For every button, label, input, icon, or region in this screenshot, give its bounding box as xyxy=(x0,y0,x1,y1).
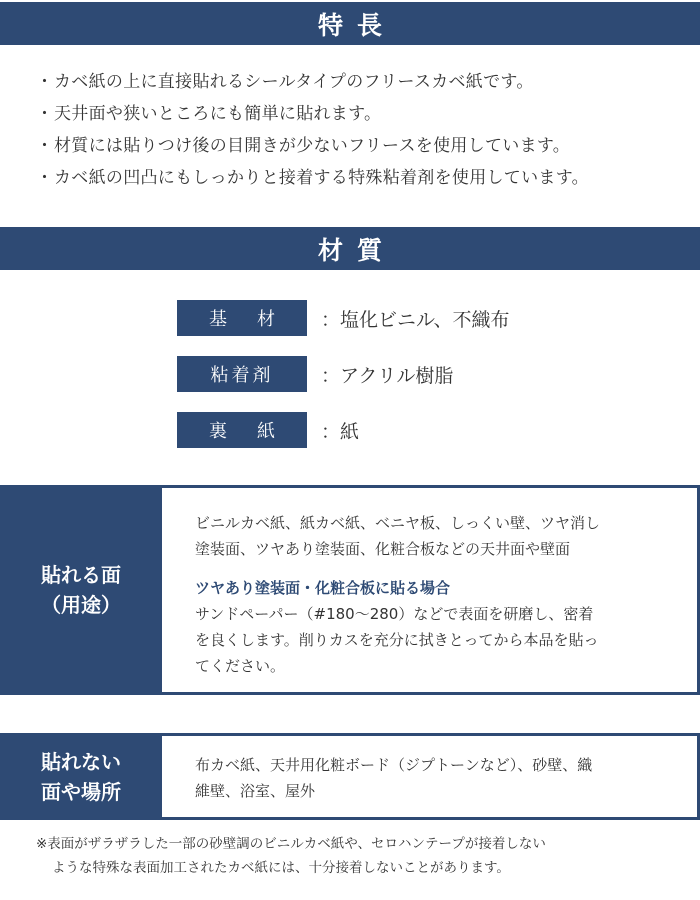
applicable-surfaces-title xyxy=(0,485,162,695)
material-heading: 材質 xyxy=(0,227,700,270)
footnote xyxy=(36,832,546,880)
bullet: ・ xyxy=(36,168,54,188)
surfaces-paragraph xyxy=(195,601,599,679)
title-line: （用途） xyxy=(41,593,121,617)
applicable-surfaces-body xyxy=(162,488,697,692)
text-line: ビニルカベ紙、紙カベ紙、ベニヤ板、しっくい壁、ツヤ消し xyxy=(195,514,601,532)
text-line: を良くします。削りカスを充分に拭きとってから本品を貼っ xyxy=(195,631,599,649)
text-line: サンドペーパー（#180〜280）などで表面を研磨し、密着 xyxy=(195,605,594,623)
feature-text: 天井面や狭いところにも簡単に貼れます。 xyxy=(54,104,382,124)
material-label: 粘着剤 xyxy=(177,356,307,392)
features-heading: 特長 xyxy=(0,2,700,45)
material-value: ：アクリル樹脂 xyxy=(321,364,454,387)
material-value: ：紙 xyxy=(321,420,360,443)
text-line: 維壁、浴室、屋外 xyxy=(195,782,316,800)
material-value: ：塩化ビニル、不織布 xyxy=(321,308,510,331)
list-item xyxy=(36,98,589,130)
material-row xyxy=(177,300,509,336)
bullet: ・ xyxy=(36,136,54,156)
applicable-surfaces-box xyxy=(0,485,700,695)
feature-text: 材質には貼りつけ後の目開きが少ないフリースを使用しています。 xyxy=(54,136,571,156)
surfaces-subheading: ツヤあり塗装面・化粧合板に貼る場合 xyxy=(195,579,451,597)
surfaces-paragraph xyxy=(195,510,600,562)
material-row xyxy=(177,412,359,448)
bullet: ・ xyxy=(36,72,54,92)
list-item xyxy=(36,162,589,194)
title-line: 貼れない xyxy=(41,749,121,774)
text-line: 塗装面、ツヤあり塗装面、化粧合板などの天井面や壁面 xyxy=(195,540,571,558)
feature-text: カベ紙の凹凸にもしっかりと接着する特殊粘着剤を使用しています。 xyxy=(54,168,589,188)
title-line: 面や場所 xyxy=(41,779,121,804)
non-applicable-body xyxy=(162,736,697,817)
material-label: 基材 xyxy=(177,300,307,336)
non-applicable-title xyxy=(0,733,162,820)
footnote-line: ※表面がザラザラした一部の砂壁調のビニルカベ紙や、セロハンテープが接着しない xyxy=(36,836,546,852)
non-applicable-box xyxy=(0,733,700,820)
material-label: 裏紙 xyxy=(177,412,307,448)
footnote-line: ような特殊な表面加工されたカベ紙には、十分接着しないことがあります。 xyxy=(52,860,510,876)
text-line: てください。 xyxy=(195,657,286,675)
bullet: ・ xyxy=(36,104,54,124)
feature-text: カベ紙の上に直接貼れるシールタイプのフリースカベ紙です。 xyxy=(54,72,534,92)
list-item xyxy=(36,130,589,162)
title-line: 貼れる面 xyxy=(41,563,121,587)
non-applicable-paragraph xyxy=(195,752,592,804)
features-list xyxy=(36,66,589,194)
material-row xyxy=(177,356,453,392)
list-item xyxy=(36,66,589,98)
text-line: 布カベ紙、天井用化粧ボード（ジプトーンなど）、砂壁、織 xyxy=(195,756,593,774)
